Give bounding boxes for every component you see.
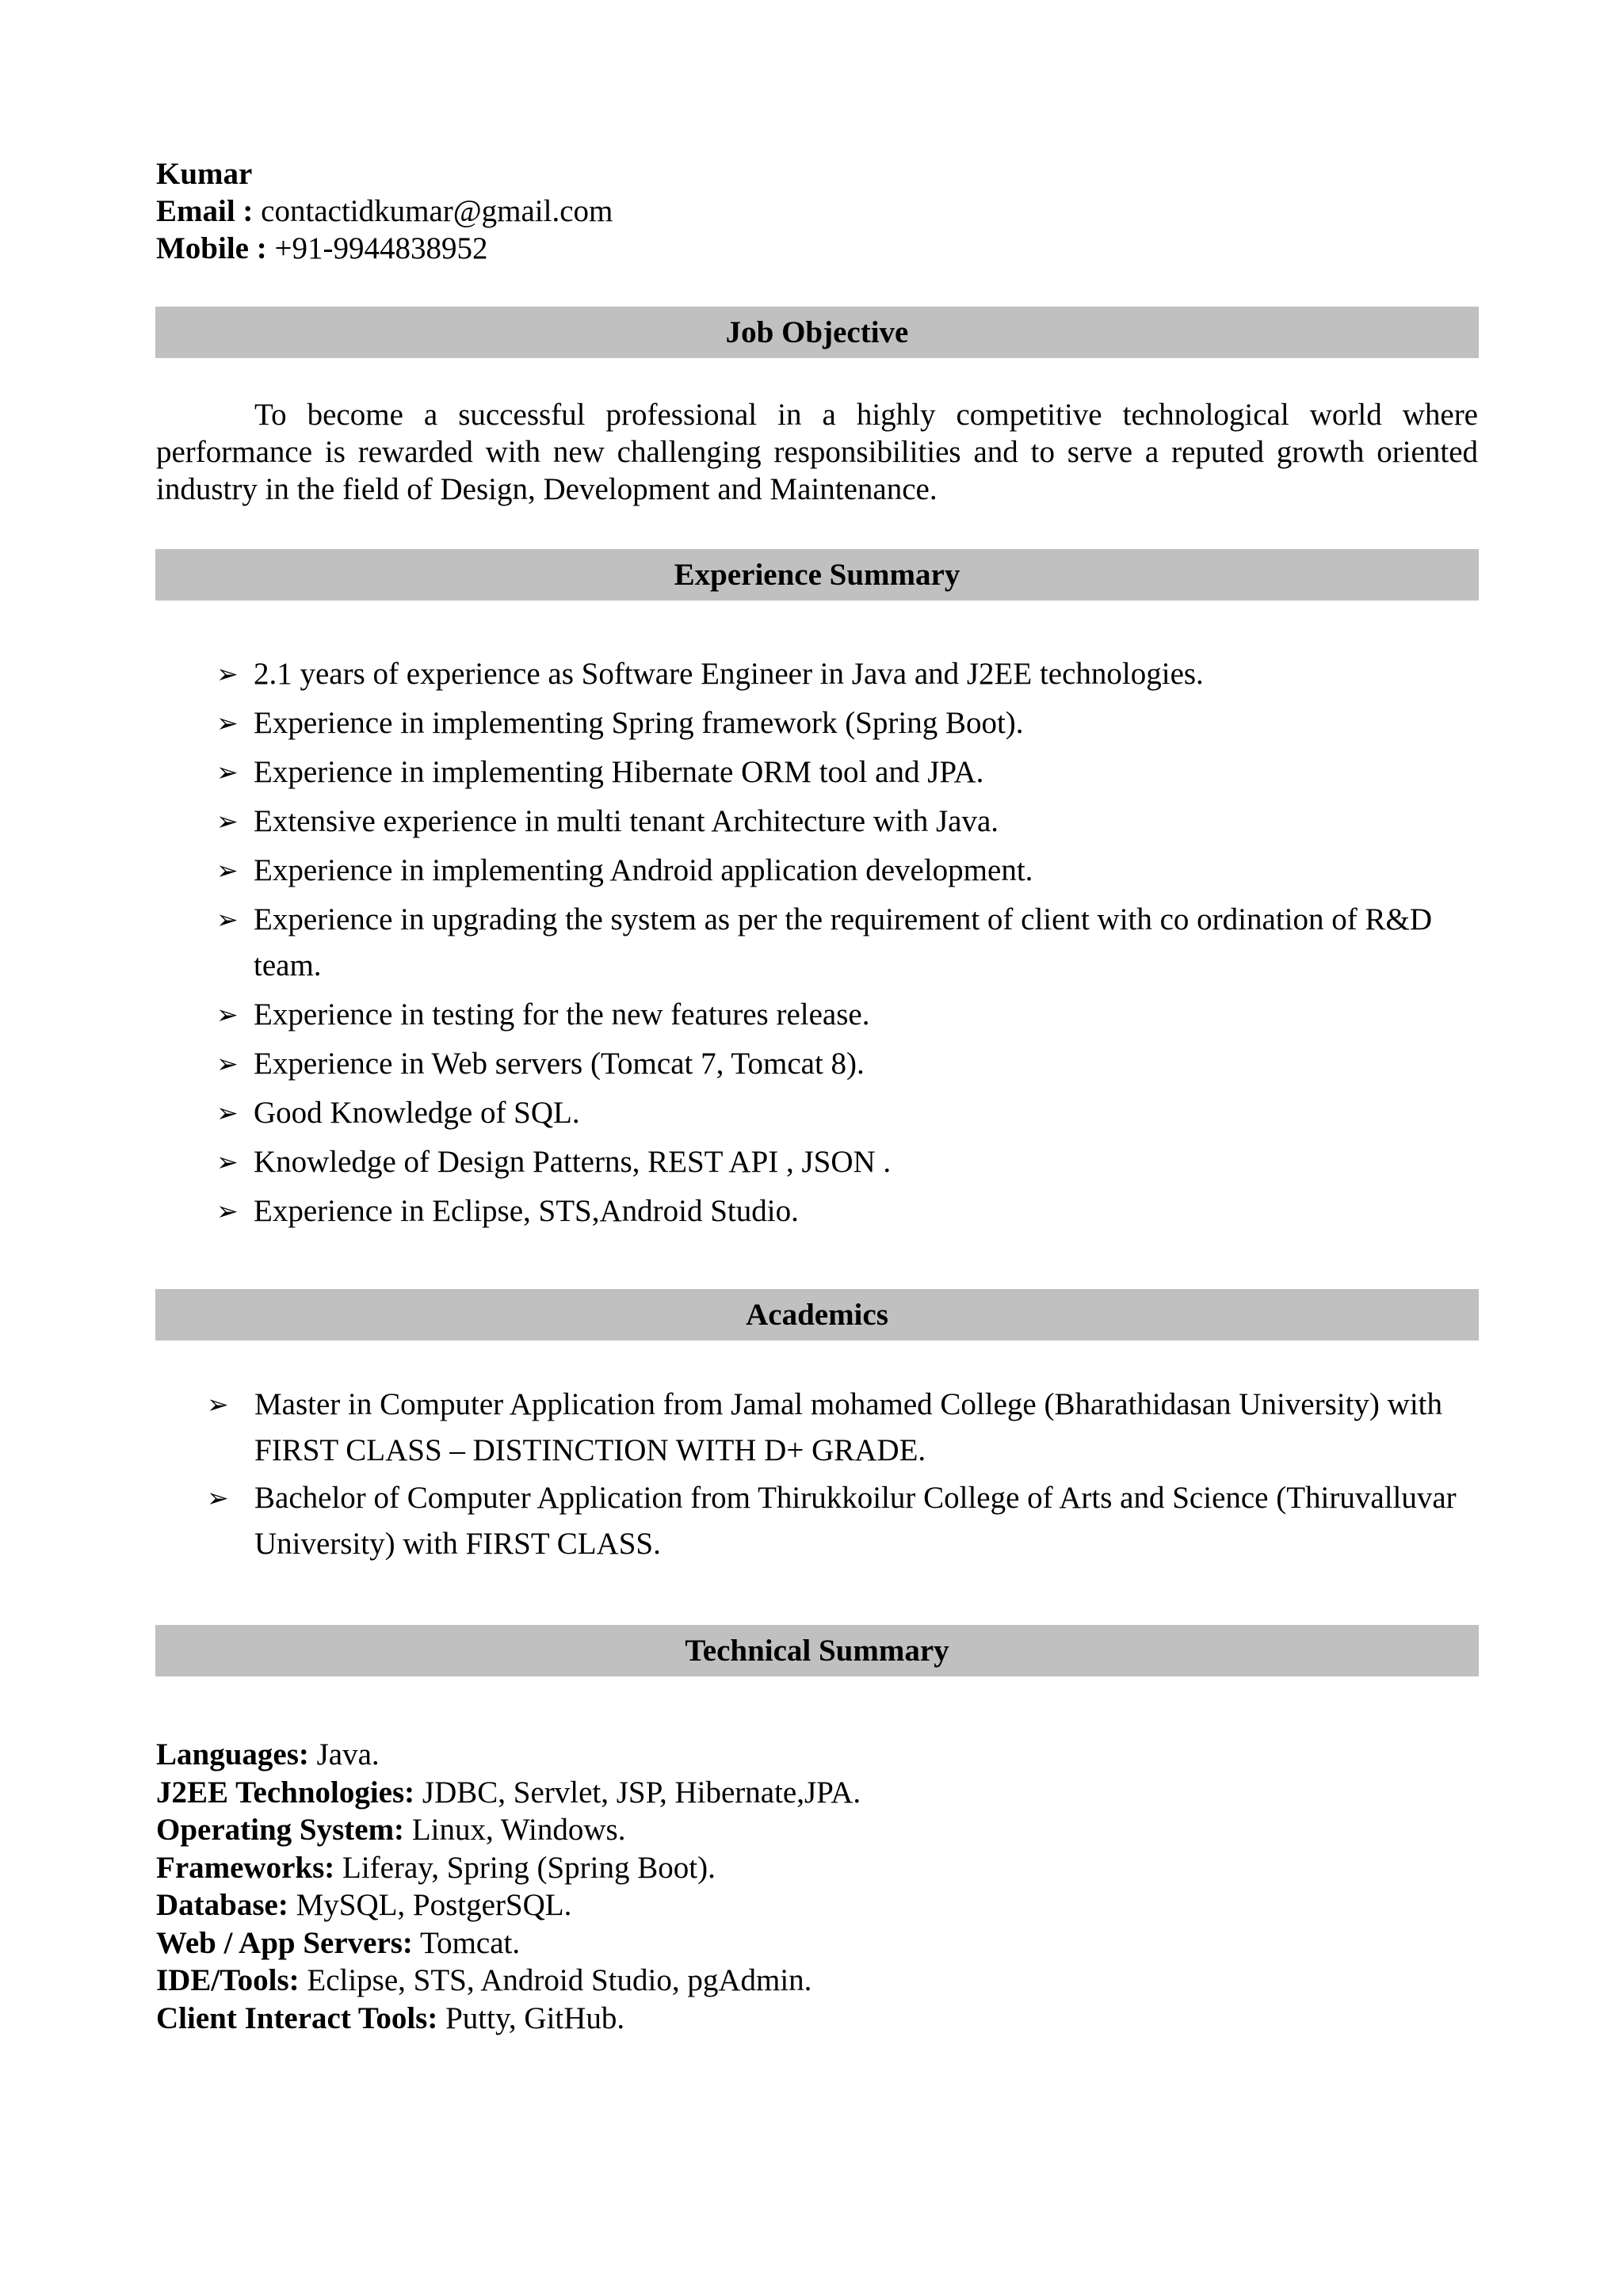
- list-item-text: Knowledge of Design Patterns, REST API , JSON .: [254, 1145, 892, 1179]
- candidate-name: Kumar: [156, 157, 253, 191]
- tech-row: [156, 2000, 861, 2038]
- tech-value: Linux, Windows.: [411, 1813, 626, 1847]
- tech-label: Languages:: [156, 1737, 309, 1772]
- list-item: [216, 1041, 1474, 1087]
- tech-label: Client Interact Tools:: [156, 2000, 438, 2035]
- academics-list: [207, 1382, 1475, 1569]
- tech-label: J2EE Technologies:: [156, 1775, 415, 1810]
- tech-label: IDE/Tools:: [156, 1963, 300, 1997]
- mobile-value: +91-9944838952: [274, 231, 488, 265]
- technical-summary-list: [156, 1736, 861, 2037]
- tech-row: [156, 1811, 861, 1849]
- tech-row: [156, 1774, 861, 1812]
- tech-row: [156, 1962, 861, 2000]
- email-label: Email :: [156, 194, 254, 228]
- list-item: [216, 799, 1474, 845]
- tech-label: Frameworks:: [156, 1850, 335, 1885]
- tech-row: [156, 1924, 861, 1962]
- list-item: [216, 897, 1474, 989]
- arrow-bullet-icon: ➢: [216, 1048, 239, 1079]
- tech-row: [156, 1736, 861, 1774]
- mobile-label: Mobile :: [156, 231, 267, 265]
- experience-summary-heading: Experience Summary: [155, 549, 1479, 601]
- tech-value: Tomcat.: [419, 1925, 521, 1960]
- list-item: [216, 651, 1474, 697]
- tech-value: Putty, GitHub.: [445, 2000, 625, 2035]
- arrow-bullet-icon: ➢: [216, 999, 239, 1030]
- academics-heading: Academics: [155, 1289, 1479, 1341]
- list-item: [216, 848, 1474, 894]
- list-item-text: Experience in upgrading the system as per the requirement of client with co ordination of R&D team.: [254, 902, 1432, 982]
- list-item-text: Experience in testing for the new features release.: [254, 997, 870, 1032]
- list-item: [207, 1475, 1475, 1567]
- list-item-text: Experience in Web servers (Tomcat 7, Tomcat 8).: [254, 1047, 865, 1081]
- email-line: [156, 193, 613, 230]
- arrow-bullet-icon: ➢: [216, 707, 239, 738]
- tech-row: [156, 1886, 861, 1924]
- tech-value: Java.: [316, 1737, 380, 1772]
- list-item-text: Extensive experience in multi tenant Architecture with Java.: [254, 804, 999, 838]
- list-item-text: Good Knowledge of SQL.: [254, 1096, 580, 1130]
- list-item: [207, 1382, 1475, 1474]
- list-item-text: Experience in implementing Hibernate ORM tool and JPA.: [254, 755, 984, 789]
- arrow-bullet-icon: ➢: [216, 904, 239, 935]
- tech-label: Web / App Servers:: [156, 1925, 413, 1960]
- tech-value: Liferay, Spring (Spring Boot).: [342, 1850, 716, 1885]
- arrow-bullet-icon: ➢: [216, 855, 239, 886]
- list-item: [216, 749, 1474, 795]
- list-item-text: Experience in implementing Android application development.: [254, 853, 1033, 887]
- arrow-bullet-icon: ➢: [216, 1196, 239, 1226]
- arrow-bullet-icon: ➢: [216, 658, 239, 689]
- tech-label: Database:: [156, 1888, 288, 1922]
- list-item-text: 2.1 years of experience as Software Engineer in Java and J2EE technologies.: [254, 657, 1204, 691]
- email-value: contactidkumar@gmail.com: [261, 194, 613, 228]
- list-item-text: Experience in Eclipse, STS,Android Studio.: [254, 1194, 799, 1228]
- tech-value: MySQL, PostgerSQL.: [296, 1888, 572, 1922]
- job-objective-heading: Job Objective: [155, 307, 1479, 358]
- list-item: [216, 1139, 1474, 1185]
- list-item: [216, 700, 1474, 746]
- technical-summary-heading: Technical Summary: [155, 1625, 1479, 1676]
- arrow-bullet-icon: ➢: [216, 1097, 239, 1128]
- list-item-text: Bachelor of Computer Application from Thirukkoilur College of Arts and Science (Thiruvalluvar University) with FIRST CLASS.: [254, 1481, 1457, 1561]
- tech-value: JDBC, Servlet, JSP, Hibernate,JPA.: [422, 1775, 861, 1810]
- arrow-bullet-icon: ➢: [207, 1389, 229, 1420]
- contact-header: [156, 155, 613, 267]
- list-item: [216, 992, 1474, 1038]
- job-objective-text: To become a successful professional in a highly competitive technological world where performance is rewarded with new challenging responsibilities and to serve a reputed growth oriented industry in the field of Design, Development and Maintenance.: [156, 398, 1478, 506]
- list-item-text: Master in Computer Application from Jamal mohamed College (Bharathidasan University) with FIRST CLASS – DISTINCTION WITH D+ GRADE.: [254, 1387, 1443, 1467]
- list-item-text: Experience in implementing Spring framework (Spring Boot).: [254, 706, 1024, 740]
- mobile-line: [156, 230, 613, 267]
- tech-label: Operating System:: [156, 1813, 405, 1847]
- experience-list: [216, 651, 1474, 1238]
- list-item: [216, 1090, 1474, 1136]
- arrow-bullet-icon: ➢: [216, 806, 239, 837]
- arrow-bullet-icon: ➢: [216, 1146, 239, 1177]
- list-item: [216, 1188, 1474, 1234]
- tech-row: [156, 1849, 861, 1887]
- arrow-bullet-icon: ➢: [216, 757, 239, 788]
- arrow-bullet-icon: ➢: [207, 1482, 229, 1513]
- tech-value: Eclipse, STS, Android Studio, pgAdmin.: [307, 1963, 812, 1997]
